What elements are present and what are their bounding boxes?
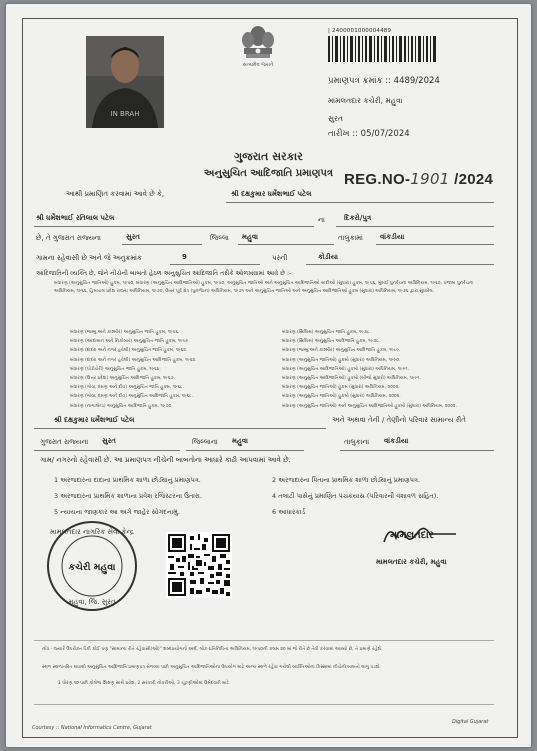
- orders-list-right: [282, 328, 494, 411]
- relation-label: ના: [318, 216, 325, 224]
- orders-list-left: [70, 328, 270, 411]
- tribe-value: કોડીયા: [318, 253, 338, 261]
- qr-code-icon: [166, 532, 232, 598]
- doc-item: 5 ન્યાયના જાણકાર આ અંગે જાહેર સોગંદનામું.: [54, 508, 180, 516]
- courtesy-text: Courtesy :: National Informatics Centre, Gujarat: [32, 725, 152, 731]
- taluka-value-2: મહુવા: [232, 437, 248, 445]
- family-text: અને અથવા તેની / તેણીનો પરિવાર સામાન્ય રીતે: [332, 416, 466, 424]
- state-label-2: ગુજરાત રાજ્યના: [40, 438, 89, 446]
- taluka-value: મહુવા: [242, 233, 258, 241]
- orders-text: બંધારણ (અનુસુચિત જાતિઓ) હુકમ, ૧૯૫૦, બંધારણ (અનુસુચિત આદિજાતિઓ) હુકમ, ૧૯૫૦, અનુસુચિત જાતિઓ અને અનુસુચિત આદિજાતિઓ યાદીઓ (સુધારા) હુકમ, ૧૯૫૬, મુંબઈ પુનર્રચના અધિનિયમ, ૧૯૬૦, પંજાબ પુનર્રચના અધિનિયમ, ૧૯૬૬, હિમાચલ પ્રદેશ રાજ્ય અધિનિયમ, ૧૯૭૦, ઉત્તર પૂર્વ ક્ષેત્ર (પુનર્ગઠન) અધિનિયમ, ૧૯૭૧ અને અનુસુચિત જાતિઓ અને અનુસુચિત આદિજાતિઓ હુકમ (સુધારા) અધિનિયમ, ૧૯૭૬ દ્વારા સુધારેલ.: [54, 281, 474, 294]
- footer-note-3: 1 ધોરણ ૧૦ પછી કોલેજ શિક્ષણ સાથે પ્રવેશ, 2 સરકારી નોકરીઓ, 3 ચૂંટણીઓમાં ઉમેદવારી માટે.: [58, 681, 231, 686]
- list-item: બંધારણ (દાદરા અને નગર હવેલી) અનુસુચિત આદિજાતિ હુકમ, ૧૯૬૨.: [70, 357, 197, 363]
- list-item: બંધારણ (આંદામાન અને નિકોબાર) અનુસુચિત જાતિ હુકમ, ૧૯૫૯.: [70, 339, 190, 345]
- office-seal-stamp: [46, 520, 138, 612]
- signature-text: મામલતદાર: [390, 530, 434, 541]
- registration-number: [344, 170, 493, 188]
- father-name: શ્રી ધર્મેશભાઈ રતિલાલ પટેલ: [36, 214, 115, 222]
- list-item: બંધારણ (સિક્કિમ) અનુસુચિત આદિજાતિ હુકમ, ૧૯૭૮.: [282, 339, 381, 345]
- photo-shirt-text: IN BRAH: [110, 110, 140, 118]
- village-value: વાંકડીયા: [380, 233, 405, 241]
- footer-note: નોંધ - જ્યારે ઉપરોક્ત પૈકી કોઈ પણ "સામાન્ય રીતે રહેવાસી(ઓ)" શબ્દપ્રયોગનો અર્થ, લોક-પ્રતિનિધિત્વ અધિનિયમ, ૧૯૫૦ની કલમ ૨૦ માં જે રીતે છે તેવી કરવામાં આવ્યો છે, તે પ્રમાણે રહેશે.: [42, 647, 383, 652]
- barcode-number: | 2400001000004489: [328, 28, 392, 34]
- certificate-title: અનુસુચિત આદિજાતિ પ્રમાણપત્ર: [203, 168, 334, 179]
- reg-prefix: REG.NO-: [344, 171, 411, 188]
- list-item: બંધારણ (જમ્મુ અને કાશ્મીર) અનુસુચિત જાતિ હુકમ, ૧૯૫૬.: [70, 330, 180, 335]
- tribe-label: પરની: [272, 254, 288, 262]
- certificate-number: પ્રમાણપત્ર ક્રમાંક :: 4489/2024: [328, 76, 440, 86]
- list-item: બંધારણ (ઉત્તર પ્રદેશ) અનુસુચિત આદિજાતિ હુકમ, ૧૯૬૭.: [70, 376, 175, 382]
- district-value: સુરત: [126, 233, 140, 241]
- list-item: બંધારણ (દાદરા અને નગર હવેલી) અનુસુચિત જાતિ હુકમ, ૧૯૬૨.: [70, 348, 188, 354]
- recognition-text: આદિજાતિની વ્યક્તિ છે, જેને નીચેની બાબતો હેઠળ અનુસુચિત આદિજાતિ તરીકે ઓળખવામાં આવે છે :-: [36, 270, 292, 277]
- issuing-office: મામલતદાર કચેરી, મહુવા: [328, 96, 403, 105]
- digital-gujarat-text: Digital Gujarat: [452, 719, 489, 725]
- doc-item: 3 અરજદારના પ્રાથમિક શાળાના પ્રવેશ રજિસ્ટરના ઉતારા.: [54, 492, 202, 500]
- reg-suffix: /2024: [449, 171, 494, 188]
- seal-ring-text: મામલતદાર નાગરિક સેવા કેન્દ્ર: [50, 528, 134, 536]
- issued-basis-text: ગામ/ નગરનો રહેવાસી છે. આ પ્રમાણપત્ર નીચેની બાબતોના આધારે કાઢી આપવામાં આવે છે.: [40, 456, 291, 464]
- village-value-2: વાંકડીયા: [384, 437, 409, 445]
- list-item: બંધારણ (પોંડીચેરી) અનુસુચિત જાતિ હુકમ, ૧૯૬૪.: [70, 366, 161, 372]
- reg-handwritten: 1901: [410, 170, 450, 188]
- doc-item: 1 અરજદારના દાદાના પ્રાથમિક શાળા છોડ્યાનું પ્રમાણપત્ર.: [54, 476, 201, 484]
- village-label: તાલુકામાં: [338, 234, 363, 242]
- list-item: બંધારણ (ગોવા, દમણ અને દીવ) અનુસુચિત જાતિ હુકમ, ૧૯૬૮.: [70, 385, 184, 391]
- seal-bottom-text: મહુવા, જિ. સુરત: [68, 598, 116, 606]
- applicant-name: શ્રી દક્ષકુમાર ધર્મેશભાઈ પટેલ: [231, 190, 312, 198]
- intro-text: આથી પ્રમાણિત કરવામાં આવે છે કે,: [66, 190, 165, 198]
- list-item: બંધારણ (અનુસુચિત જાતિઓ) હુકમ (સુધારા) અધિનિયમ, ૨૦૦૨.: [282, 385, 400, 391]
- list-item: બંધારણ (નાગાલેન્ડ) અનુસુચિત આદિજાતિ હુકમ, ૧૯૭૦.: [70, 403, 173, 409]
- list-item: બંધારણ (જમ્મુ અને કાશ્મીર) અનુસુચિત આદિજાતિ હુકમ, ૧૯૮૯.: [282, 348, 401, 354]
- footer-note-2: સ્થળ સ્થળાંતરિત થવાથી અનુસુચિત આદિજાતિ પ્રમાણપત્ર મેળવ્યા પછી અનુસુચિત આદિજાતિઓના ઉપયોગ માટે અન્ય સ્થળે રહેવા ગયેલી વ્યક્તિઓના કિસ્સામાં નીચેની બાબતો લાગુ પડશે.: [42, 665, 381, 670]
- doc-item: 6 આધારકાર્ડ: [272, 508, 306, 516]
- list-item: બંધારણ (અનુસુચિત આદિજાતિઓ) હુકમો (સુધારા) અધિનિયમ, ૧૯૯૧.: [282, 366, 410, 372]
- doc-item: 4 તલાટી પાસેનું પ્રમાણિત પંચકયાસ (પરિવારની વંશાવળ સહિત).: [272, 492, 439, 500]
- list-item: બંધારણ (અનુસુચિત આદિજાતિઓ) હુકમો (બીજો સુધારો) અધિનિયમ, ૧૯૯૧.: [282, 376, 421, 382]
- district-label-2: જિલ્લાના: [192, 438, 218, 446]
- list-item: બંધારણ (સિક્કિમ) અનુસુચિત જાતિ હુકમ, ૧૯૭૮.: [282, 330, 371, 335]
- signatory-designation: મામલતદાર કચેરી, મહુવા: [376, 558, 447, 566]
- barcode-icon: [328, 36, 436, 62]
- state-label: છે, તે ગુજરાત રાજ્યના: [36, 234, 101, 242]
- list-item: બંધારણ (અનુસુચિત જાતિઓ) હુકમો (સુધારા) અધિનિયમ, ૧૯૯૦.: [282, 357, 401, 363]
- district-label: જિલ્લા: [210, 234, 229, 242]
- doc-item: 2 અરજદારના પિતાના પ્રાથમિક શાળા છોડ્યાનું પ્રમાણપત્ર.: [272, 476, 421, 484]
- serial-number: 9: [182, 253, 187, 261]
- emblem-motto: સત્યમેવ જયતે: [242, 62, 274, 68]
- applicant-photo: [86, 36, 164, 128]
- list-item: બંધારણ (અનુસુચિત જાતિઓ) હુકમો (સુધારા) અધિનિયમ, ૨૦૦૨.: [282, 394, 401, 400]
- taluka-label-2: તાલુકાના: [344, 438, 370, 446]
- relation-value: દિકરો/પુત્ર: [344, 214, 372, 222]
- issuing-place: સુરત: [328, 114, 343, 123]
- state-emblem-icon: [234, 22, 282, 78]
- signature: [380, 520, 460, 550]
- resides-label: ગામના રહેવાસી છે અને જે અનુક્રમાંક: [36, 254, 142, 262]
- district-value-2: સુરત: [102, 437, 116, 445]
- issue-date: તારીખ :: 05/07/2024: [328, 129, 410, 139]
- certificate-sheet: [6, 4, 531, 747]
- list-item: બંધારણ (ગોવા, દમણ અને દીવ) અનુસુચિત આદિજાતિ હુકમ, ૧૯૬૮.: [70, 394, 194, 400]
- seal-center-text: કચેરી મહુવા: [68, 562, 116, 573]
- gov-title: ગુજરાત સરકાર: [234, 150, 303, 163]
- applicant-name-2: શ્રી દક્ષકુમાર ધર્મેશભાઈ પટેલ: [54, 416, 135, 424]
- list-item: બંધારણ (અનુસુચિત જાતિઓ) અને અનુસુચિત આદિજાતિઓ હુકમો (સુધારા) અધિનિયમ, ૨૦૦૨.: [282, 403, 457, 409]
